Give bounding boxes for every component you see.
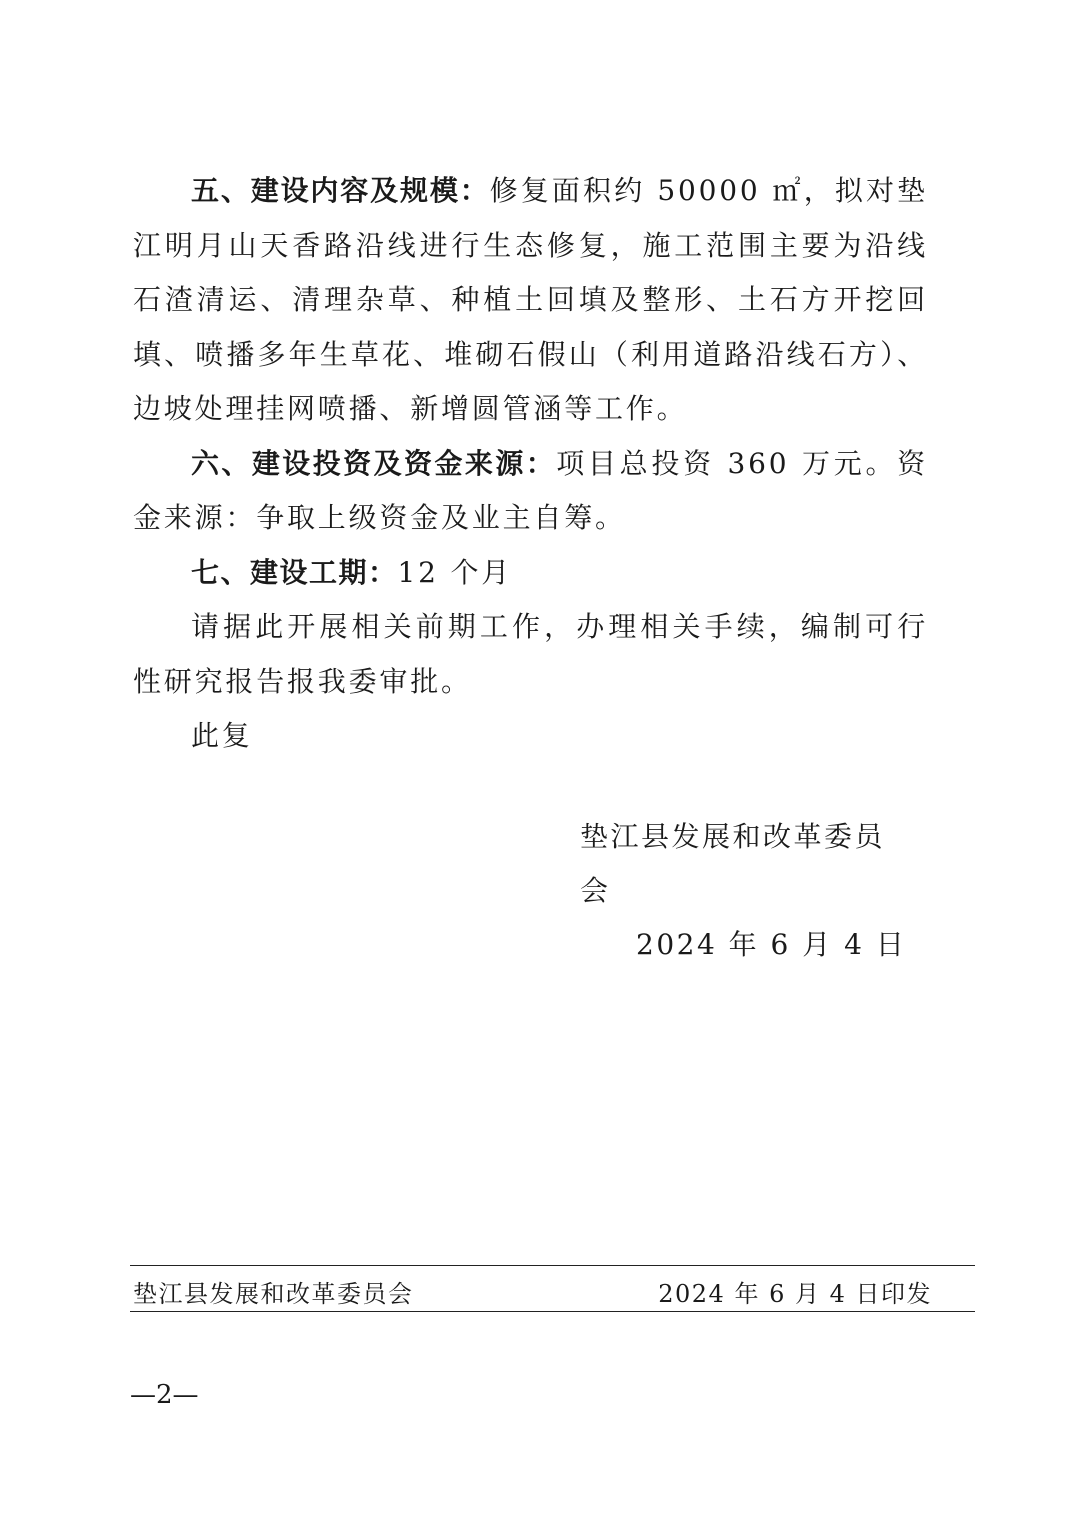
section-6-paragraph — [133, 437, 928, 546]
section-5-heading: 五、建设内容及规模： — [191, 174, 490, 207]
section-7-paragraph — [133, 546, 928, 601]
signature-date: 2024 年 6 月 4 日 — [636, 928, 907, 961]
section-6-heading: 六、建设投资及资金来源： — [191, 446, 557, 480]
footer-issue-date: 2024 年 6 月 4 日印发 — [658, 1280, 932, 1308]
request-paragraph: 请据此开展相关前期工作，办理相关手续，编制可行性研究报告报我委审批。 — [133, 610, 928, 698]
footer-bottom-rule — [130, 1311, 975, 1312]
page-number: —2— — [130, 1380, 199, 1410]
section-5-text: 修复面积约 50000 ㎡，拟对垫江明月山天香路沿线进行生态修复，施工范围主要为沿线石渣清运、清理杂草、种植土回填及整形、土石方开挖回填、喷播多年生草花、堆砌石假山（利用道路沿线石方）、边坡处理挂网喷播、新增圆管涵等工作。 — [133, 174, 928, 425]
document-body — [133, 164, 928, 764]
signature-block — [580, 810, 910, 972]
signature-organization: 垫江县发展和改革委员会 — [580, 820, 886, 907]
footer-organization: 垫江县发展和改革委员会 — [133, 1280, 414, 1308]
section-7-heading: 七、建设工期： — [191, 555, 398, 589]
footer-top-rule — [130, 1265, 975, 1266]
section-5-paragraph — [133, 164, 928, 437]
section-6-text: 项目总投资 360 万元。资金来源：争取上级资金及业主自筹。 — [133, 446, 928, 534]
section-7-text: 12 个月 — [397, 555, 513, 589]
closing-paragraph: 此复 — [191, 719, 253, 752]
